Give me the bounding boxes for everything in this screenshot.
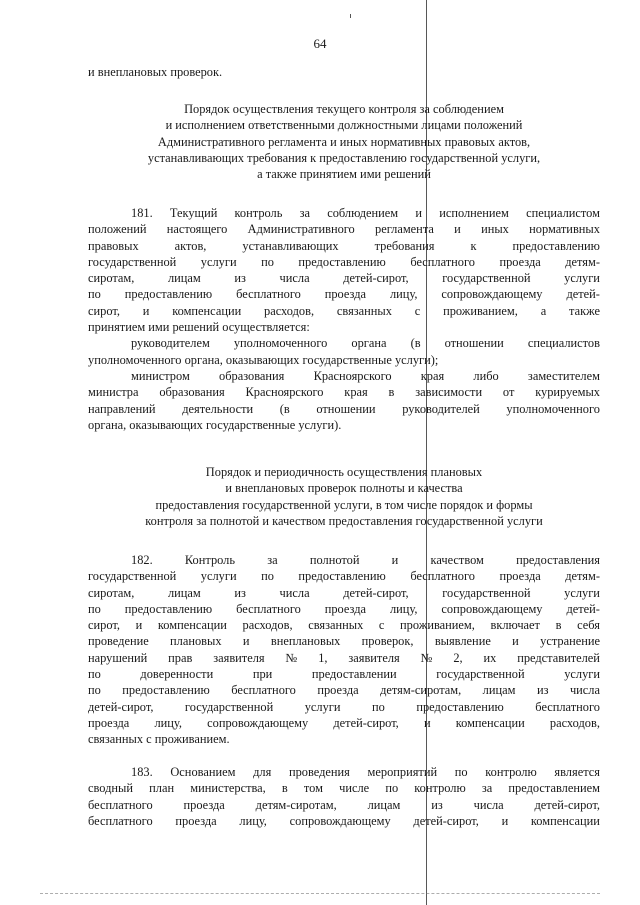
word: бесплатного: [236, 601, 301, 616]
word: связанных: [336, 303, 392, 318]
text-line: [88, 270, 600, 286]
word: министра: [88, 385, 139, 400]
word: бесплатного: [88, 797, 153, 812]
word: компенсации: [172, 303, 242, 318]
word: заявителя: [213, 650, 265, 665]
word: сиротам,: [88, 585, 135, 600]
word: требования: [374, 238, 435, 253]
word: представителей: [517, 650, 600, 665]
word: сопровождающему: [441, 287, 543, 302]
word: и: [512, 634, 519, 649]
word: услуги: [564, 585, 600, 600]
word: 181.: [131, 206, 153, 220]
word: актов,: [174, 238, 207, 253]
word: специалистом: [526, 206, 600, 220]
text-line: [88, 715, 600, 731]
text-line: [88, 764, 600, 780]
word: бесплатного: [236, 287, 301, 302]
word: услуги: [564, 271, 600, 286]
text-line: [88, 699, 600, 715]
word: и: [142, 303, 150, 318]
text-line: [88, 780, 600, 796]
word: образования: [159, 385, 225, 400]
text-line: [88, 650, 600, 666]
word: №: [420, 650, 433, 665]
word: уполномоченного: [233, 336, 328, 351]
text-line: [88, 682, 600, 698]
word: направлений: [88, 401, 156, 416]
word: и: [454, 222, 461, 237]
word: государственной: [442, 271, 531, 286]
word: края: [344, 385, 368, 400]
word: проезда: [499, 569, 541, 584]
section-heading-1: [88, 101, 600, 182]
word: проезда: [183, 797, 225, 812]
word: бесплатного: [410, 569, 475, 584]
word: либо: [473, 368, 499, 383]
word: из: [536, 683, 549, 698]
word: настоящего: [166, 222, 228, 237]
text-line: [88, 254, 600, 270]
word: компенсации: [455, 715, 525, 730]
paragraph-181: [88, 205, 600, 433]
text-line: [88, 401, 600, 417]
word: Административного: [247, 222, 355, 237]
word: услуги: [304, 699, 341, 714]
word: сопровождающему: [289, 813, 391, 828]
word: иных: [481, 222, 509, 237]
word: нормативных: [529, 222, 600, 237]
word: из: [234, 585, 246, 600]
word: руководителей: [402, 401, 480, 416]
word: лицам: [482, 683, 516, 698]
word: государственной: [88, 569, 177, 584]
word: расходов,: [242, 618, 293, 633]
word: и: [242, 634, 250, 649]
word: лицам: [167, 585, 201, 600]
word: и: [415, 206, 422, 220]
word: 1,: [318, 650, 328, 665]
word: по: [88, 287, 101, 302]
word: расходов,: [549, 715, 600, 730]
word: качеством: [430, 553, 484, 567]
section-heading-2: [88, 464, 600, 529]
word: детей-: [566, 601, 600, 616]
top-fragment: [88, 64, 600, 80]
word: руководителем: [131, 336, 210, 351]
word: их: [483, 650, 497, 665]
word: проезда: [324, 287, 367, 302]
word: в: [388, 385, 395, 400]
word: числа: [473, 797, 504, 812]
text-line: [88, 335, 600, 351]
word: проверок,: [361, 634, 414, 649]
word: проезда: [499, 254, 541, 269]
word: соблюдением: [327, 206, 399, 220]
word: при: [252, 667, 273, 682]
paragraph-182: [88, 552, 600, 748]
word: детей-сирот,: [343, 271, 409, 286]
word: (в: [410, 336, 421, 351]
heading-line: Административного регламента и иных нормативных правовых актов,: [157, 134, 531, 149]
heading-line: и внеплановых проверок полноты и качества: [225, 481, 463, 496]
word: бесплатного: [231, 683, 296, 698]
word: правовых: [88, 238, 139, 253]
word: числа: [279, 585, 310, 600]
word: зависимости: [415, 385, 483, 400]
word: курируемых: [535, 385, 600, 400]
word: контролю: [414, 781, 466, 796]
word: заместителем: [527, 368, 600, 383]
word: детей-сирот,: [343, 585, 409, 600]
text-line: [88, 585, 600, 601]
word: включает: [490, 618, 540, 633]
word: государственной: [436, 667, 525, 682]
scan-artifact-bottom: [40, 893, 600, 897]
word: государственной: [442, 585, 531, 600]
word: из: [234, 271, 246, 286]
word: в: [281, 781, 288, 796]
word: сиротам,: [88, 271, 135, 286]
text-line: [88, 633, 600, 649]
word: себя: [577, 618, 600, 633]
word: деятельности: [182, 401, 254, 416]
word: сирот,: [88, 303, 120, 318]
text-line: [88, 601, 600, 617]
word: предоставлению: [512, 238, 600, 253]
word: по: [454, 765, 468, 779]
word: по: [88, 667, 101, 682]
word: предоставлению: [298, 254, 386, 269]
word: органа: [351, 336, 387, 351]
word: и: [391, 553, 399, 567]
word: по: [88, 601, 101, 616]
word: план: [149, 781, 175, 796]
word: полнотой: [309, 553, 360, 567]
word: Текущий: [169, 206, 218, 220]
text-line: [88, 221, 600, 237]
text-line: принятием ими решений осуществляется:: [88, 320, 310, 335]
word: лицам: [167, 271, 201, 286]
word: уполномоченного: [506, 401, 600, 416]
word: контроль: [234, 206, 283, 220]
word: проезда: [175, 813, 217, 828]
word: сводный: [88, 781, 133, 796]
word: предоставления: [516, 553, 600, 567]
word: числа: [569, 683, 600, 698]
text-line: [88, 552, 600, 568]
text-line: [88, 617, 600, 633]
word: министром: [131, 368, 190, 383]
word: бесплатного: [88, 813, 153, 828]
word: услуги: [200, 254, 237, 269]
word: устанавливающих: [242, 238, 339, 253]
heading-line: устанавливающих требования к предоставлению государственной услуги,: [147, 150, 541, 165]
text-line: и внеплановых проверок.: [88, 65, 223, 79]
word: прав: [168, 650, 193, 665]
word: услуги: [200, 569, 237, 584]
word: детей-сирот,: [534, 797, 600, 812]
text-line: [88, 205, 600, 221]
word: компенсации: [530, 813, 600, 828]
word: устранение: [540, 634, 600, 649]
word: из: [431, 797, 443, 812]
word: лицу,: [389, 287, 418, 302]
word: предоставлению: [416, 699, 504, 714]
word: сопровождающему: [441, 601, 543, 616]
word: регламента: [375, 222, 434, 237]
scan-artifact-speck: [350, 14, 351, 18]
word: сирот,: [88, 618, 120, 633]
word: Красноярского: [313, 368, 392, 383]
word: отношении: [316, 401, 376, 416]
word: внеплановых: [270, 634, 341, 649]
word: детей-сирот,: [333, 715, 399, 730]
word: лицу,: [239, 813, 267, 828]
word: доверенности: [140, 667, 214, 682]
word: от: [502, 385, 515, 400]
word: для: [253, 765, 272, 779]
word: по: [261, 569, 274, 584]
word: числа: [279, 271, 310, 286]
word: и: [135, 618, 143, 633]
text-line: уполномоченного органа, оказывающих государственные услуги);: [88, 352, 439, 367]
text-line: связанных с проживанием.: [88, 732, 230, 747]
text-line: [88, 238, 600, 254]
word: числе: [339, 781, 370, 796]
word: и: [501, 813, 509, 828]
text-line: [88, 384, 600, 400]
word: министерства,: [190, 781, 266, 796]
word: сопровождающему: [207, 715, 309, 730]
word: за: [481, 781, 493, 796]
word: компенсации: [157, 618, 227, 633]
word: лицу,: [154, 715, 182, 730]
word: проведения: [288, 765, 350, 779]
word: с: [414, 303, 421, 318]
word: детей-сирот,: [88, 699, 154, 714]
word: нарушений: [88, 650, 148, 665]
text-line: [88, 813, 600, 829]
word: Красноярского: [245, 385, 324, 400]
page-number: 64: [313, 36, 327, 51]
word: по: [88, 683, 101, 698]
word: детям-сиротам,: [255, 797, 337, 812]
word: за: [299, 206, 311, 220]
heading-line: и исполнением ответственными должностными лицами положений: [165, 118, 523, 133]
heading-line: предоставления государственной услуги, в том числе порядок и формы: [155, 497, 533, 512]
word: проживанием,: [443, 303, 518, 318]
word: проезда: [324, 601, 367, 616]
word: детям-: [565, 569, 600, 584]
word: связанных: [308, 618, 364, 633]
word: контролю: [485, 765, 537, 779]
text-line: [88, 666, 600, 682]
word: бесплатного: [410, 254, 475, 269]
word: по: [261, 254, 274, 269]
word: предоставлением: [508, 781, 600, 796]
word: №: [285, 650, 298, 665]
heading-line: а также принятием ими решений: [257, 167, 431, 182]
text-line: [88, 368, 600, 384]
word: расходов,: [264, 303, 315, 318]
word: предоставлению: [124, 601, 213, 616]
word: плановых: [170, 634, 222, 649]
word: выявление: [434, 634, 491, 649]
word: предоставлению: [122, 683, 210, 698]
text-line: [88, 286, 600, 302]
word: том: [303, 781, 323, 796]
word: проведение: [88, 634, 149, 649]
word: положений: [88, 222, 147, 237]
word: услуги: [564, 667, 600, 682]
word: отношении: [444, 336, 504, 351]
heading-line: Порядок и периодичность осуществления плановых: [205, 465, 483, 479]
word: мероприятий: [367, 765, 438, 779]
text-line: [88, 568, 600, 584]
word: детей-: [566, 287, 600, 302]
word: а: [540, 303, 547, 318]
word: за: [267, 553, 278, 567]
word: государственной: [88, 254, 177, 269]
word: заявителя: [348, 650, 400, 665]
word: детям-сиротам,: [380, 683, 462, 698]
text-line: [88, 303, 600, 319]
heading-line: Порядок осуществления текущего контроля за соблюдением: [184, 102, 504, 116]
word: с: [378, 618, 385, 633]
word: проезда: [317, 683, 359, 698]
word: предоставлению: [124, 287, 213, 302]
word: и: [423, 715, 431, 730]
word: по: [372, 699, 385, 714]
paragraph-183: [88, 764, 600, 829]
word: по: [385, 781, 399, 796]
word: лицам: [367, 797, 401, 812]
word: к: [470, 238, 477, 253]
word: 182.: [131, 553, 153, 567]
word: 2,: [453, 650, 463, 665]
word: также: [569, 303, 600, 318]
word: государственной: [184, 699, 274, 714]
word: бесплатного: [535, 699, 600, 714]
word: исполнением: [439, 206, 509, 220]
word: (в: [279, 401, 290, 416]
word: специалистов: [527, 336, 600, 351]
word: лицу,: [389, 601, 418, 616]
text-line: [88, 797, 600, 813]
word: является: [554, 765, 600, 779]
word: 183.: [131, 765, 153, 779]
word: детям-: [565, 254, 600, 269]
word: проезда: [88, 715, 130, 730]
word: в: [555, 618, 562, 633]
word: детей-сирот,: [413, 813, 479, 828]
word: предоставлении: [311, 667, 397, 682]
heading-line: контроля за полнотой и качеством предоставления государственной услуги: [145, 513, 543, 528]
word: проживанием,: [400, 618, 475, 633]
text-line: органа, оказывающих государственные услуги).: [88, 417, 342, 432]
word: края: [420, 368, 445, 383]
word: образования: [219, 368, 285, 383]
word: Контроль: [184, 553, 236, 567]
word: предоставлению: [298, 569, 386, 584]
word: Основанием: [170, 765, 236, 779]
